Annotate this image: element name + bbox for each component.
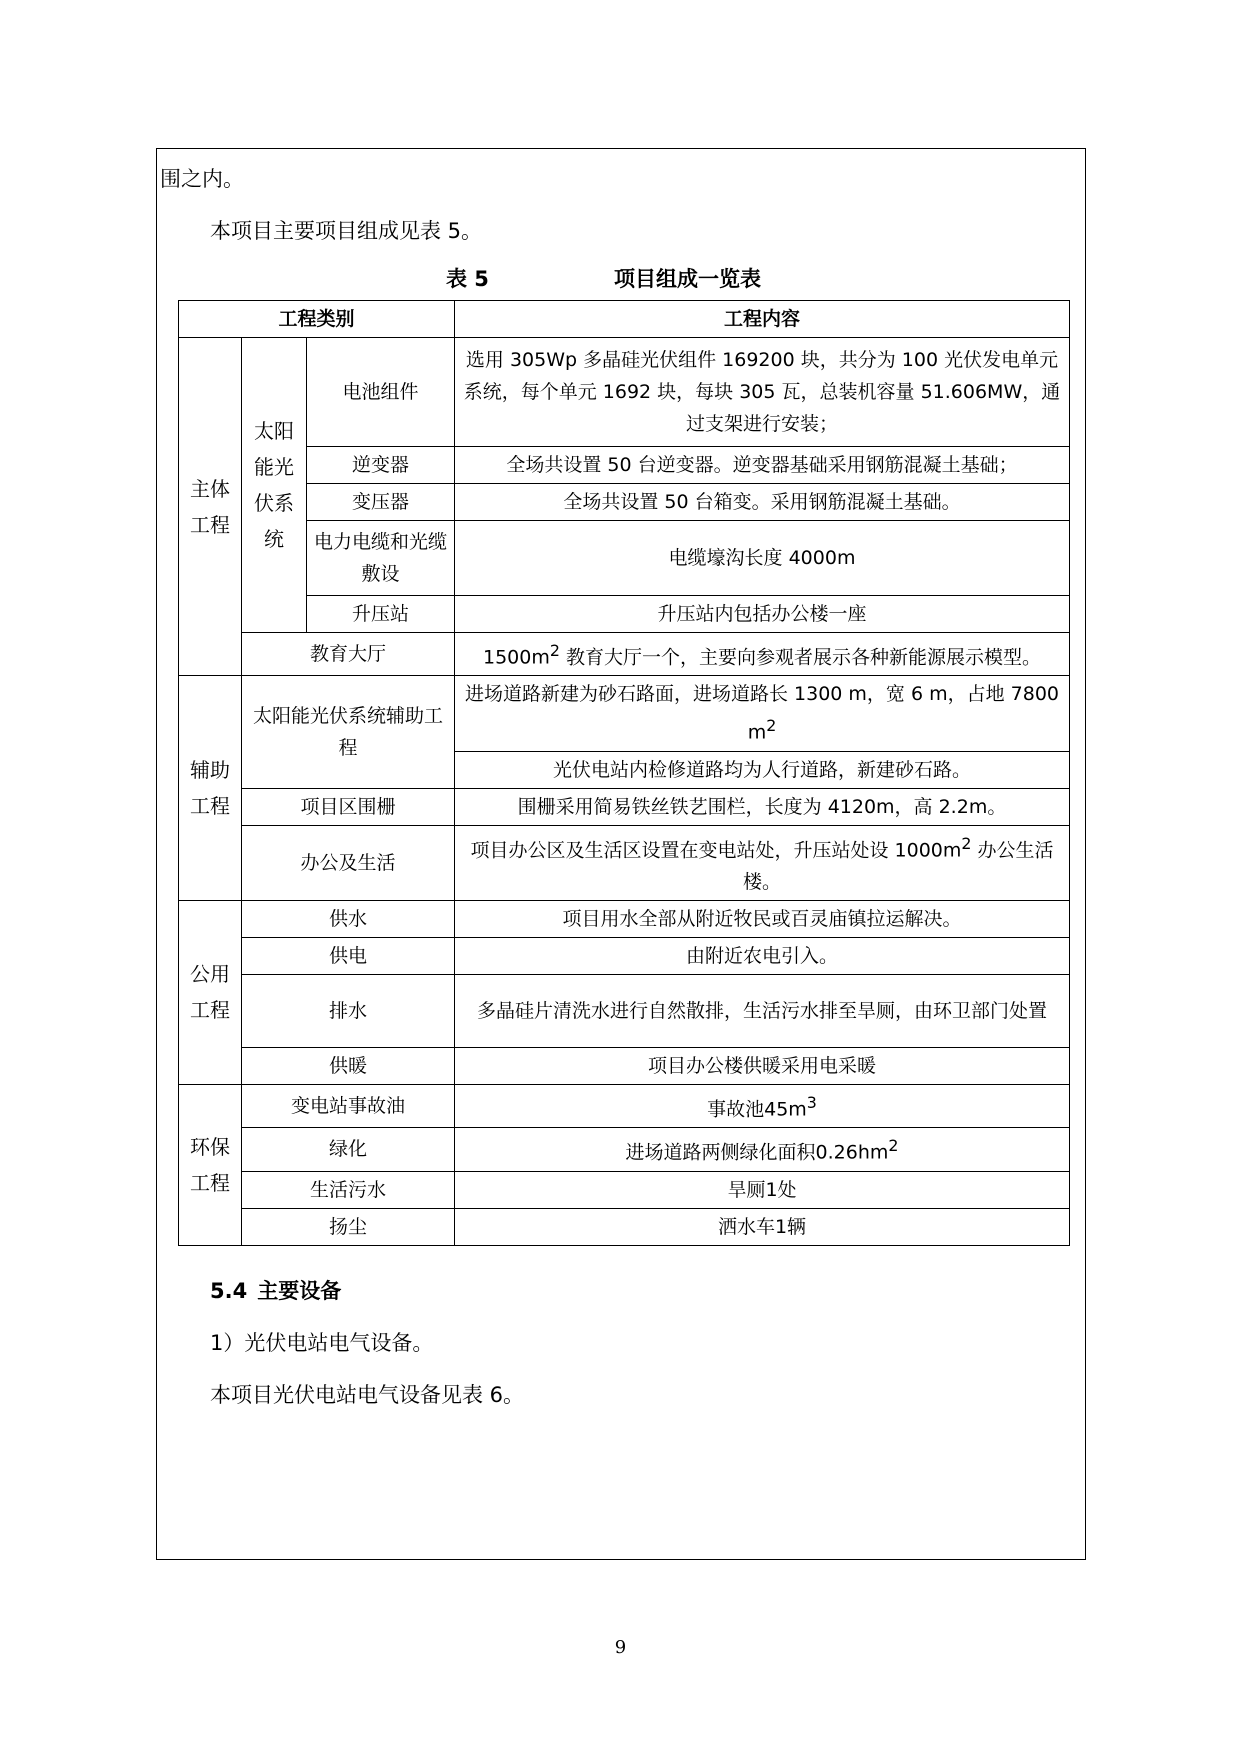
item-transformer: 变压器 — [307, 484, 455, 521]
table-row — [179, 1128, 1070, 1171]
content-sewage: 旱厕1处 — [455, 1171, 1070, 1208]
content-water: 项目用水全部从附近牧民或百灵庙镇拉运解决。 — [455, 900, 1070, 937]
table-row — [179, 1084, 1070, 1127]
item-heating: 供暖 — [242, 1047, 455, 1084]
content-heating: 项目办公楼供暖采用电采暖 — [455, 1047, 1070, 1084]
item-inverter: 逆变器 — [307, 447, 455, 484]
item-battery: 电池组件 — [307, 338, 455, 447]
category-aux: 辅助工程 — [179, 676, 242, 901]
content-pv-aux-road: 进场道路新建为砂石路面，进场道路长 1300 m，宽 6 m，占地 7800 $m^2$ — [455, 676, 1070, 751]
content-booster: 升压站内包括办公楼一座 — [455, 596, 1070, 633]
category-public: 公用工程 — [179, 900, 242, 1084]
table-row — [179, 937, 1070, 974]
header-category: 工程类别 — [179, 301, 455, 338]
table-row — [179, 338, 1070, 447]
table-row — [179, 788, 1070, 825]
content-pv-aux-path: 光伏电站内检修道路均为人行道路，新建砂石路。 — [455, 751, 1070, 788]
content-drain: 多晶硅片清洗水进行自然散排，生活污水排至旱厕，由环卫部门处置 — [455, 974, 1070, 1047]
table-row — [179, 521, 1070, 596]
content-office: 项目办公区及生活区设置在变电站处，升压站处设 $1000m^2$ 办公生活楼。 — [455, 825, 1070, 900]
content-oil: 事故池$45m^3$ — [455, 1084, 1070, 1127]
page-number: 9 — [614, 1637, 627, 1658]
table-caption-number: 表 5 — [446, 267, 489, 291]
item-water: 供水 — [242, 900, 455, 937]
content-green: 进场道路两侧绿化面积$0.26hm^2$ — [455, 1128, 1070, 1171]
table-row — [179, 633, 1070, 676]
item-cable: 电力电缆和光缆敷设 — [307, 521, 455, 596]
table-row — [179, 1208, 1070, 1245]
item-booster: 升压站 — [307, 596, 455, 633]
header-content: 工程内容 — [455, 301, 1070, 338]
after-line-2: 本项目光伏电站电气设备见表 6。 — [210, 1383, 525, 1407]
table-row — [179, 1171, 1070, 1208]
table-row — [179, 1047, 1070, 1084]
item-drain: 排水 — [242, 974, 455, 1047]
item-fence: 项目区围栅 — [242, 788, 455, 825]
item-dust: 扬尘 — [242, 1208, 455, 1245]
item-sewage: 生活污水 — [242, 1171, 455, 1208]
content-power: 由附近农电引入。 — [455, 937, 1070, 974]
content-transformer: 全场共设置 50 台箱变。采用钢筋混凝土基础。 — [455, 484, 1070, 521]
content-fence: 围栅采用简易铁丝铁艺围栏，长度为 4120m，高 2.2m。 — [455, 788, 1070, 825]
content-dust: 洒水车1辆 — [455, 1208, 1070, 1245]
category-main: 主体工程 — [179, 338, 242, 676]
subcategory-pv-system: 太阳能光伏系统 — [242, 338, 307, 633]
item-oil: 变电站事故油 — [242, 1084, 455, 1127]
section-title: 主要设备 — [257, 1279, 342, 1303]
item-power: 供电 — [242, 937, 455, 974]
content-inverter: 全场共设置 50 台逆变器。逆变器基础采用钢筋混凝土基础； — [455, 447, 1070, 484]
item-green: 绿化 — [242, 1128, 455, 1171]
project-composition-table — [178, 300, 1070, 1246]
table-header-row — [179, 301, 1070, 338]
after-line-1: 1）光伏电站电气设备。 — [210, 1331, 434, 1355]
item-office: 办公及生活 — [242, 825, 455, 900]
content-hall: $1500m^2$ 教育大厅一个，主要向参观者展示各种新能源展示模型。 — [455, 633, 1070, 676]
section-number: 5.4 — [210, 1279, 248, 1303]
content-battery: 选用 305Wp 多晶硅光伏组件 169200 块，共分为 100 光伏发电单元系统，每个单元 1692 块，每块 305 瓦，总装机容量 51.606MW，通过支架进行安装； — [455, 338, 1070, 447]
intro-line-1: 围之内。 — [160, 167, 244, 191]
table-row — [179, 825, 1070, 900]
intro-line-2: 本项目主要项目组成见表 5。 — [210, 219, 483, 243]
item-pv-aux: 太阳能光伏系统辅助工程 — [242, 676, 455, 788]
table-row — [179, 676, 1070, 751]
table-row — [179, 974, 1070, 1047]
item-hall: 教育大厅 — [242, 633, 455, 676]
table-row — [179, 484, 1070, 521]
content-cable: 电缆壕沟长度 4000m — [455, 521, 1070, 596]
table-row — [179, 596, 1070, 633]
table-row — [179, 447, 1070, 484]
table-row — [179, 900, 1070, 937]
category-env: 环保工程 — [179, 1084, 242, 1245]
section-heading — [210, 1276, 351, 1306]
table-caption-title: 项目组成一览表 — [614, 267, 761, 291]
